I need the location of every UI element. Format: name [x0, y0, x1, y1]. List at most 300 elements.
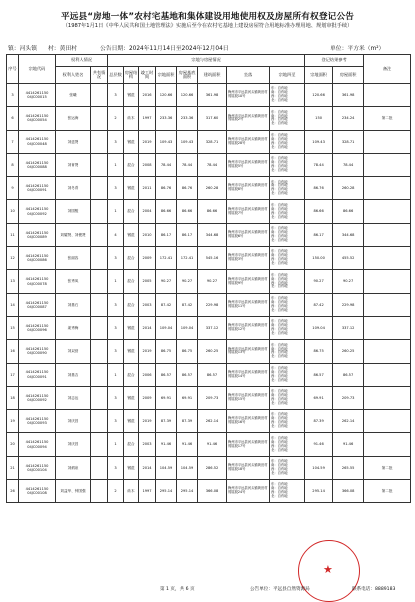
header-build-area: 建筑面积: [198, 67, 227, 84]
row-parcel-code: 4414261150 04JC00092: [19, 386, 56, 409]
row-base-area: 109.04: [177, 316, 198, 339]
row-floors: 4: [108, 223, 124, 246]
row-build-area: 328.71: [198, 130, 227, 153]
row-structure: 钢混: [124, 386, 139, 409]
row-seq: 8: [7, 153, 19, 176]
row-parcel-code: 4414261150 04JC00087: [19, 293, 56, 316]
row-boundaries: 东：自有地 南：自有地 西：自有地 北：自有地: [270, 316, 305, 339]
row-floors: 1: [108, 433, 124, 456]
row-build-area: 262.14: [198, 410, 227, 433]
row-base-area: 86.75: [177, 340, 198, 363]
row-rights-co: [91, 293, 108, 316]
row-year: 2003: [139, 293, 156, 316]
row-seq: 26: [7, 480, 19, 503]
row-parcel-code: 4414261150 04JC00104: [19, 456, 56, 479]
row-reg-house: 260.25: [333, 340, 364, 363]
row-parcel-code: 4414261150 04JC00094: [19, 433, 56, 456]
header-base-area: 房屋基底面积: [177, 67, 198, 84]
row-rights-name: 刘炳泉: [56, 456, 91, 479]
row-boundaries: 东：自有地 南：自有地 西：自有地 北：自有地: [270, 293, 305, 316]
row-base-area: 120.66: [177, 84, 198, 107]
row-parcel-code: 4414261150 04JC00096: [19, 316, 56, 339]
row-reg-house: 455.52: [333, 247, 364, 270]
row-location: 梅州市平远县河头镇黄田村郭屋段9号: [227, 270, 270, 293]
row-boundaries: 东：自有地 南：自有地 西：自有地 北：自有地: [270, 84, 305, 107]
row-remark: [364, 386, 411, 409]
row-boundaries: 东：自有地 南：自有地 西：自有地 北：自有地: [270, 130, 305, 153]
table-row: [7, 247, 411, 270]
row-rights-name: 刘基吉: [56, 363, 91, 386]
row-rights-name: 刘双营: [56, 340, 91, 363]
row-remark: 第二批: [364, 480, 411, 503]
row-reg-land: 78.44: [305, 153, 333, 176]
row-floors: 3: [108, 130, 124, 153]
row-land-area: 104.59: [156, 456, 177, 479]
row-reg-land: 295.14: [305, 480, 333, 503]
row-build-area: 366.08: [198, 480, 227, 503]
row-remark: [364, 177, 411, 200]
row-base-area: 87.39: [177, 410, 198, 433]
row-parcel-code: 4414261150 04JC00091: [19, 177, 56, 200]
row-location: 梅州市平远县河头镇黄田村郭屋段7号: [227, 200, 270, 223]
header-rights-co: 共有情况: [91, 67, 108, 84]
row-floors: 3: [108, 410, 124, 433]
row-rights-co: [91, 247, 108, 270]
row-build-area: 260.25: [198, 340, 227, 363]
row-parcel-code: 4414261150 04JC00093: [19, 410, 56, 433]
row-reg-land: 109.43: [305, 130, 333, 153]
row-build-area: 286.52: [198, 456, 227, 479]
row-boundaries: 东：自有地 南：自有地 西：自有地 北：自有地: [270, 177, 305, 200]
row-seq: 17: [7, 363, 19, 386]
row-rights-name: 张曦: [56, 84, 91, 107]
row-seq: 14: [7, 293, 19, 316]
row-rights-co: [91, 456, 108, 479]
row-land-area: 69.91: [156, 386, 177, 409]
page-number: 第 1 页，共 6 页: [160, 587, 195, 592]
row-location: 梅州市平远县河头镇黄田村郭屋段16号: [227, 410, 270, 433]
row-base-area: 69.91: [177, 386, 198, 409]
row-year: 2008: [139, 153, 156, 176]
table-row: [7, 107, 411, 130]
row-reg-house: 366.08: [333, 480, 364, 503]
row-remark: [364, 433, 411, 456]
table-row: [7, 153, 411, 176]
row-land-area: 86.75: [156, 340, 177, 363]
table-row: [7, 456, 411, 479]
row-parcel-code: 4414261150 04JC00086: [19, 247, 56, 270]
row-rights-co: [91, 410, 108, 433]
row-location: 梅州市平远县河头镇黄田村郭屋段14号: [227, 363, 270, 386]
row-reg-land: 87.39: [305, 410, 333, 433]
row-rights-name: 张运海: [56, 107, 91, 130]
row-boundaries: 东：自有地 南：自有地 西：自有地 北：自有地: [270, 386, 305, 409]
row-reg-land: 150: [305, 107, 333, 130]
row-structure: 钢混: [124, 316, 139, 339]
row-structure: 混合: [124, 270, 139, 293]
village-label: 村：黄田村: [48, 46, 77, 52]
row-build-area: 86.57: [198, 363, 227, 386]
header-location: 坐落: [227, 67, 270, 84]
row-parcel-code: 4414261150 04JC00054: [19, 107, 56, 130]
row-floors: 3: [108, 456, 124, 479]
seal-star-icon: ★: [323, 563, 333, 576]
row-build-area: 90.27: [198, 270, 227, 293]
row-parcel-code: 4414261150 04JC00015: [19, 84, 56, 107]
row-build-area: 260.28: [198, 177, 227, 200]
row-reg-house: 262.14: [333, 410, 364, 433]
row-rights-co: [91, 270, 108, 293]
row-parcel-code: 4414261150 04JC00092: [19, 200, 56, 223]
row-seq: 10: [7, 200, 19, 223]
row-reg-house: 328.71: [333, 130, 364, 153]
row-parcel-code: 4414261150 04JC00089: [19, 223, 56, 246]
row-remark: [364, 316, 411, 339]
row-base-area: 109.43: [177, 130, 198, 153]
table-row: [7, 316, 411, 339]
row-boundaries: 东：自有地 南：自有地 西：自有地 北：自有地: [270, 456, 305, 479]
row-year: 2016: [139, 84, 156, 107]
row-land-area: 86.76: [156, 177, 177, 200]
row-location: 梅州市平远县河头镇黄田村郭屋段10号: [227, 84, 270, 107]
row-build-area: 78.44: [198, 153, 227, 176]
row-boundaries: 东：自有地 南：自有地 西：自有地 北：自有地: [270, 410, 305, 433]
header-total-floors: 总层数: [108, 67, 124, 84]
row-reg-land: 86.76: [305, 177, 333, 200]
row-boundaries: 东：自有地 南：自有地 西：自有地 北：自有地: [270, 480, 305, 503]
row-rights-co: [91, 316, 108, 339]
row-land-area: 120.66: [156, 84, 177, 107]
row-seq: 20: [7, 433, 19, 456]
row-base-area: 295.14: [177, 480, 198, 503]
header-rights: 权利人情况: [56, 55, 108, 67]
row-land-area: 109.43: [156, 130, 177, 153]
row-rights-co: [91, 223, 108, 246]
row-year: 2019: [139, 340, 156, 363]
row-reg-land: 104.59: [305, 456, 333, 479]
row-location: 梅州市平远县河头镇黄田村郭屋段6号: [227, 223, 270, 246]
row-land-area: 90.27: [156, 270, 177, 293]
row-land-area: 295.14: [156, 480, 177, 503]
header-reg-house: 房屋面积: [333, 67, 364, 84]
row-seq: 9: [7, 177, 19, 200]
row-base-area: 233.36: [177, 107, 198, 130]
row-structure: 混合: [124, 200, 139, 223]
row-land-area: 86.66: [156, 200, 177, 223]
row-location: 梅州市平远县河头镇黄田村郭屋段13号: [227, 340, 270, 363]
row-location: 梅州市平远县河头镇黄田村郭屋段12号: [227, 316, 270, 339]
row-structure: 混合: [124, 363, 139, 386]
registration-table: [6, 54, 411, 503]
row-seq: 21: [7, 456, 19, 479]
row-reg-house: 78.44: [333, 153, 364, 176]
row-year: 2014: [139, 456, 156, 479]
row-reg-house: 344.68: [333, 223, 364, 246]
row-boundaries: 东：自有地 南：自有地 西：自有地 北：自有地: [270, 247, 305, 270]
header-land-house: 宗地与房屋情况: [108, 55, 305, 67]
row-structure: 混合: [124, 247, 139, 270]
row-rights-co: [91, 386, 108, 409]
row-parcel-code: 4414261150 04JC00078: [19, 270, 56, 293]
row-year: 2009: [139, 247, 156, 270]
row-year: 2009: [139, 386, 156, 409]
row-remark: 第二批: [364, 456, 411, 479]
row-location: 梅州市平远县河头镇黄田村郭屋段11号: [227, 293, 270, 316]
row-boundaries: 东：自有地 南：自有地 西：自有地 北：自有地: [270, 223, 305, 246]
row-reg-land: 90.27: [305, 270, 333, 293]
row-boundaries: 东：自有地 南：自有地 西：自有地 北：自有地: [270, 107, 305, 130]
row-year: 2011: [139, 177, 156, 200]
row-structure: 钢混: [124, 456, 139, 479]
row-base-area: 78.44: [177, 153, 198, 176]
row-land-area: 78.44: [156, 153, 177, 176]
row-location: 梅州市平远县河头镇黄田村郭屋段3号: [227, 247, 270, 270]
row-rights-co: [91, 200, 108, 223]
row-rights-co: [91, 363, 108, 386]
row-rights-co: [91, 153, 108, 176]
row-floors: 3: [108, 340, 124, 363]
row-remark: [364, 200, 411, 223]
row-year: 2005: [139, 270, 156, 293]
row-year: 2019: [139, 410, 156, 433]
row-rights-name: 刘冬青: [56, 177, 91, 200]
row-year: 2006: [139, 363, 156, 386]
row-reg-land: 69.91: [305, 386, 333, 409]
header-reg-land: 宗地面积: [305, 67, 333, 84]
row-seq: 12: [7, 247, 19, 270]
unit-label: 单位：平方米（m²）: [330, 46, 385, 52]
row-build-area: 209.73: [198, 386, 227, 409]
row-rights-co: [91, 340, 108, 363]
table-row: [7, 386, 411, 409]
table-row: [7, 363, 411, 386]
row-seq: 19: [7, 410, 19, 433]
row-boundaries: 东：自有地 南：自有地 西：自有地 北：自有地: [270, 363, 305, 386]
row-floors: 1: [108, 363, 124, 386]
row-seq: 18: [7, 386, 19, 409]
official-seal: [298, 540, 360, 602]
row-location: 梅州市平远县河头镇黄田村郭屋段28号: [227, 130, 270, 153]
row-seq: 11: [7, 223, 19, 246]
row-build-area: 337.12: [198, 316, 227, 339]
row-seq: 7: [7, 130, 19, 153]
row-boundaries: 东：自有地 南：自有地 西：自有地 北：自有地: [270, 200, 305, 223]
phone-label: 联系电话：8889183: [352, 587, 396, 592]
row-floors: 3: [108, 177, 124, 200]
table-row: [7, 293, 411, 316]
row-remark: [364, 270, 411, 293]
row-structure: 砖木: [124, 107, 139, 130]
row-structure: 钢混: [124, 84, 139, 107]
table-row: [7, 340, 411, 363]
row-floors: 3: [108, 247, 124, 270]
row-remark: [364, 247, 411, 270]
row-year: 2004: [139, 200, 156, 223]
row-year: 1997: [139, 107, 156, 130]
header-seq: 序号: [7, 55, 19, 84]
row-reg-land: 86.66: [305, 200, 333, 223]
row-reg-land: 91.46: [305, 433, 333, 456]
row-floors: 3: [108, 293, 124, 316]
row-build-area: 229.98: [198, 293, 227, 316]
row-parcel-code: 4414261150 04JC00088: [19, 153, 56, 176]
row-reg-house: 209.73: [333, 386, 364, 409]
row-reg-land: 86.17: [305, 223, 333, 246]
row-build-area: 86.66: [198, 200, 227, 223]
row-remark: [364, 410, 411, 433]
row-floors: 3: [108, 386, 124, 409]
table-row: [7, 200, 411, 223]
row-reg-land: 87.42: [305, 293, 333, 316]
row-remark: 第二批: [364, 107, 411, 130]
row-build-area: 361.98: [198, 84, 227, 107]
row-boundaries: 东：自有地 南：自有地 西：自有地 北：自有地: [270, 270, 305, 293]
row-base-area: 86.66: [177, 200, 198, 223]
row-build-area: 545.16: [198, 247, 227, 270]
row-structure: 钢混: [124, 340, 139, 363]
row-floors: 1: [108, 200, 124, 223]
row-rights-co: [91, 433, 108, 456]
row-reg-house: 86.66: [333, 200, 364, 223]
row-remark: [364, 293, 411, 316]
header-boundaries: 宗地四至: [270, 67, 305, 84]
row-reg-land: 86.57: [305, 363, 333, 386]
row-parcel-code: 4414261150 04JC00048: [19, 130, 56, 153]
row-land-area: 172.41: [156, 247, 177, 270]
row-base-area: 87.42: [177, 293, 198, 316]
row-land-area: 87.39: [156, 410, 177, 433]
row-reg-land: 150.00: [305, 247, 333, 270]
row-reg-house: 229.98: [333, 293, 364, 316]
row-boundaries: 东：自有地 南：自有地 西：自有地 北：自有地: [270, 340, 305, 363]
row-rights-co: [91, 480, 108, 503]
row-rights-name: 张丽容: [56, 247, 91, 270]
row-structure: 钢混: [124, 410, 139, 433]
row-structure: 钢混: [124, 177, 139, 200]
row-reg-house: 90.27: [333, 270, 364, 293]
row-rights-name: 姜秀梅: [56, 316, 91, 339]
row-base-area: 172.41: [177, 247, 198, 270]
row-reg-house: 260.28: [333, 177, 364, 200]
table-row: [7, 410, 411, 433]
row-parcel-code: 4414261150 04JC00091: [19, 363, 56, 386]
row-boundaries: 东：自有地 南：自有地 西：自有地 北：自有地: [270, 433, 305, 456]
header-rights-name: 权利人姓名: [56, 67, 91, 84]
header-year: 竣工时间: [139, 67, 156, 84]
row-rights-name: 刘志达: [56, 386, 91, 409]
row-remark: [364, 153, 411, 176]
table-row: [7, 223, 411, 246]
row-seq: 6: [7, 107, 19, 130]
row-year: 1997: [139, 480, 156, 503]
row-structure: 钢混: [124, 223, 139, 246]
row-reg-house: 361.98: [333, 84, 364, 107]
row-reg-house: 91.46: [333, 433, 364, 456]
page-title: 平远县“房地一体”农村宅基地和集体建设用地使用权及房屋所有权登记公告: [60, 12, 355, 22]
row-reg-house: 234.24: [333, 107, 364, 130]
row-year: 2010: [139, 223, 156, 246]
row-remark: [364, 130, 411, 153]
town-label: 镇：河头镇: [8, 46, 37, 52]
row-structure: 混合: [124, 433, 139, 456]
row-build-area: 91.46: [198, 433, 227, 456]
row-remark: [364, 84, 411, 107]
row-parcel-code: 4414261150 04JC00108: [19, 480, 56, 503]
row-floors: 3: [108, 316, 124, 339]
row-location: 梅州市平远县河头镇黄田村郭屋段24号: [227, 480, 270, 503]
row-rights-name: 刘庆昌: [56, 410, 91, 433]
row-rights-name: 刘育贤: [56, 153, 91, 176]
row-reg-house: 265.55: [333, 456, 364, 479]
row-rights-name: 张秀凤: [56, 270, 91, 293]
row-year: 2003: [139, 433, 156, 456]
row-reg-land: 109.04: [305, 316, 333, 339]
row-land-area: 91.46: [156, 433, 177, 456]
row-location: 梅州市平远县河头镇黄田村郭屋段8号: [227, 177, 270, 200]
row-floors: 2: [108, 107, 124, 130]
header-remark: 备注: [364, 55, 411, 84]
row-year: 2014: [139, 316, 156, 339]
row-base-area: 91.46: [177, 433, 198, 456]
row-floors: 1: [108, 153, 124, 176]
row-structure: 砖木: [124, 480, 139, 503]
row-land-area: 87.42: [156, 293, 177, 316]
row-rights-name: 刘益华、钟国强: [56, 480, 91, 503]
row-seq: 13: [7, 270, 19, 293]
header-parcel-code: 宗地代码: [19, 55, 56, 84]
page-subtitle: （1987年1月1日《中华人民共和国土地管理法》实施后至今在农村宅基地上建设房屋符合用地标准办理用地、规划审批手续）: [62, 23, 353, 29]
row-base-area: 86.17: [177, 223, 198, 246]
header-reg: 登记结果参考: [305, 55, 364, 67]
row-rights-name: 刘国骏: [56, 200, 91, 223]
row-base-area: 86.76: [177, 177, 198, 200]
row-structure: 混合: [124, 153, 139, 176]
table-row: [7, 480, 411, 503]
row-location: 梅州市平远县河头镇黄田村郭屋段5号: [227, 153, 270, 176]
issuer-label: 公告单位：平远县自然资源局: [250, 587, 310, 592]
row-location: 梅州市平远县河头镇黄田村郭屋段17号: [227, 433, 270, 456]
row-parcel-code: 4414261150 04JC00090: [19, 340, 56, 363]
row-reg-house: 337.12: [333, 316, 364, 339]
row-land-area: 233.36: [156, 107, 177, 130]
table-row: [7, 84, 411, 107]
row-base-area: 104.59: [177, 456, 198, 479]
row-location: 梅州市平远县河头镇黄田村郭屋段15号: [227, 386, 270, 409]
table-row: [7, 433, 411, 456]
row-build-area: 344.68: [198, 223, 227, 246]
row-land-area: 109.04: [156, 316, 177, 339]
table-row: [7, 130, 411, 153]
row-rights-co: [91, 177, 108, 200]
row-structure: 混合: [124, 293, 139, 316]
row-rights-co: [91, 107, 108, 130]
row-boundaries: 东：自有地 南：自有地 西：自有地 北：自有地: [270, 153, 305, 176]
header-structure: 房屋结构: [124, 67, 139, 84]
row-rights-name: 刘庆昌: [56, 433, 91, 456]
row-location: 梅州市平远县河头镇黄田村郭屋段18号: [227, 456, 270, 479]
row-land-area: 86.17: [156, 223, 177, 246]
row-structure: 钢混: [124, 130, 139, 153]
table-row: [7, 177, 411, 200]
row-base-area: 90.27: [177, 270, 198, 293]
row-reg-land: 120.66: [305, 84, 333, 107]
table-row: [7, 270, 411, 293]
period-label: 公告日期：2024年11月14日至2024年12月04日: [100, 46, 229, 52]
row-reg-land: 86.75: [305, 340, 333, 363]
row-remark: [364, 363, 411, 386]
row-remark: [364, 340, 411, 363]
row-base-area: 86.57: [177, 363, 198, 386]
